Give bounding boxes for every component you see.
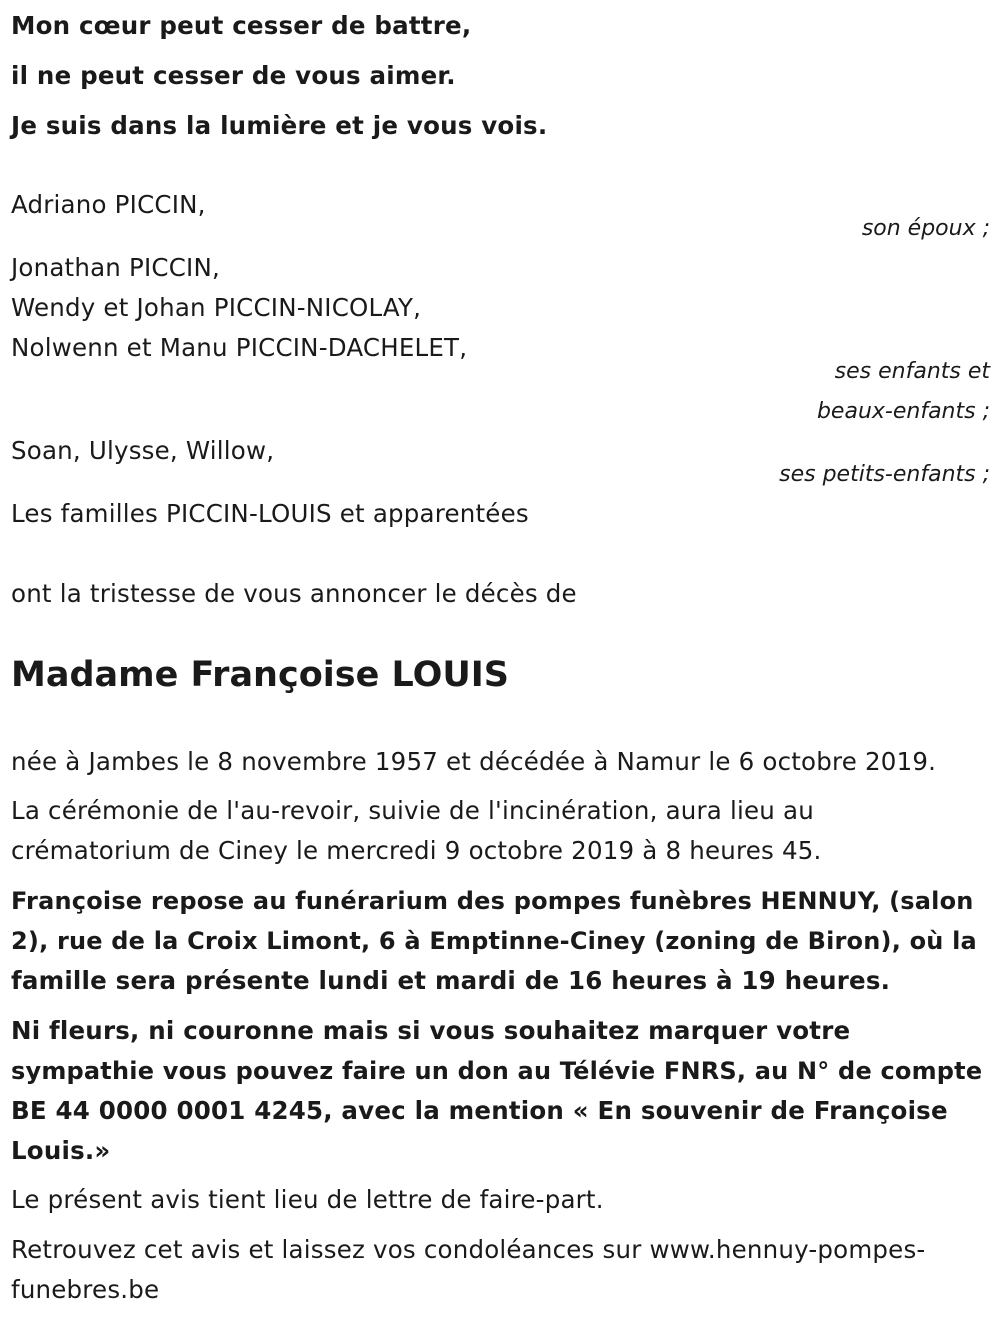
child-2: Wendy et Johan PICCIN-NICOLAY, (11, 293, 422, 322)
poem-line-1: Mon cœur peut cesser de battre, (11, 11, 472, 40)
donation-line-3: BE 44 0000 0001 4245, avec la mention « En souvenir de Françoise (11, 1096, 948, 1125)
visitation-line-3: famille sera présente lundi et mardi de 16 heures à 19 heures. (11, 966, 891, 995)
condolences-line-2: funebres.be (11, 1275, 160, 1304)
poem-line-3: Je suis dans la lumière et je vous vois. (11, 111, 548, 140)
deceased-name: Madame Françoise LOUIS (11, 655, 509, 695)
children-role-2: beaux-enfants ; (816, 399, 990, 424)
spouse-name: Adriano PICCIN, (11, 190, 206, 219)
donation-line-2: sympathie vous pouvez faire un don au Télévie FNRS, au N° de compte (11, 1057, 983, 1085)
notice-text: Le présent avis tient lieu de lettre de faire-part. (11, 1185, 604, 1214)
extended-families: Les familles PICCIN-LOUIS et apparentées (11, 499, 529, 528)
children-role-1: ses enfants et (834, 359, 990, 384)
ceremony-line-2: crématorium de Ciney le mercredi 9 octobre 2019 à 8 heures 45. (11, 836, 822, 865)
spouse-role: son époux ; (861, 216, 990, 241)
visitation-line-2: 2), rue de la Croix Limont, 6 à Emptinne-Ciney (zoning de Biron), où la (11, 927, 977, 955)
donation-line-1: Ni fleurs, ni couronne mais si vous souhaitez marquer votre (11, 1016, 851, 1045)
poem-line-2: il ne peut cesser de vous aimer. (11, 61, 456, 90)
grandchildren-names: Soan, Ulysse, Willow, (11, 436, 275, 465)
child-1: Jonathan PICCIN, (11, 253, 220, 282)
child-3: Nolwenn et Manu PICCIN-DACHELET, (11, 333, 468, 362)
visitation-line-1: Françoise repose au funérarium des pompes funèbres HENNUY, (salon (11, 887, 974, 915)
ceremony-line-1: La cérémonie de l'au-revoir, suivie de l'incinération, aura lieu au (11, 796, 814, 825)
announcement-text: ont la tristesse de vous annoncer le décès de (11, 579, 577, 608)
condolences-line-1: Retrouvez cet avis et laissez vos condoléances sur www.hennuy-pompes- (11, 1235, 926, 1264)
grandchildren-role: ses petits-enfants ; (779, 462, 990, 487)
donation-line-4: Louis.» (11, 1136, 111, 1165)
birth-death-info: née à Jambes le 8 novembre 1957 et décédée à Namur le 6 octobre 2019. (11, 747, 937, 776)
